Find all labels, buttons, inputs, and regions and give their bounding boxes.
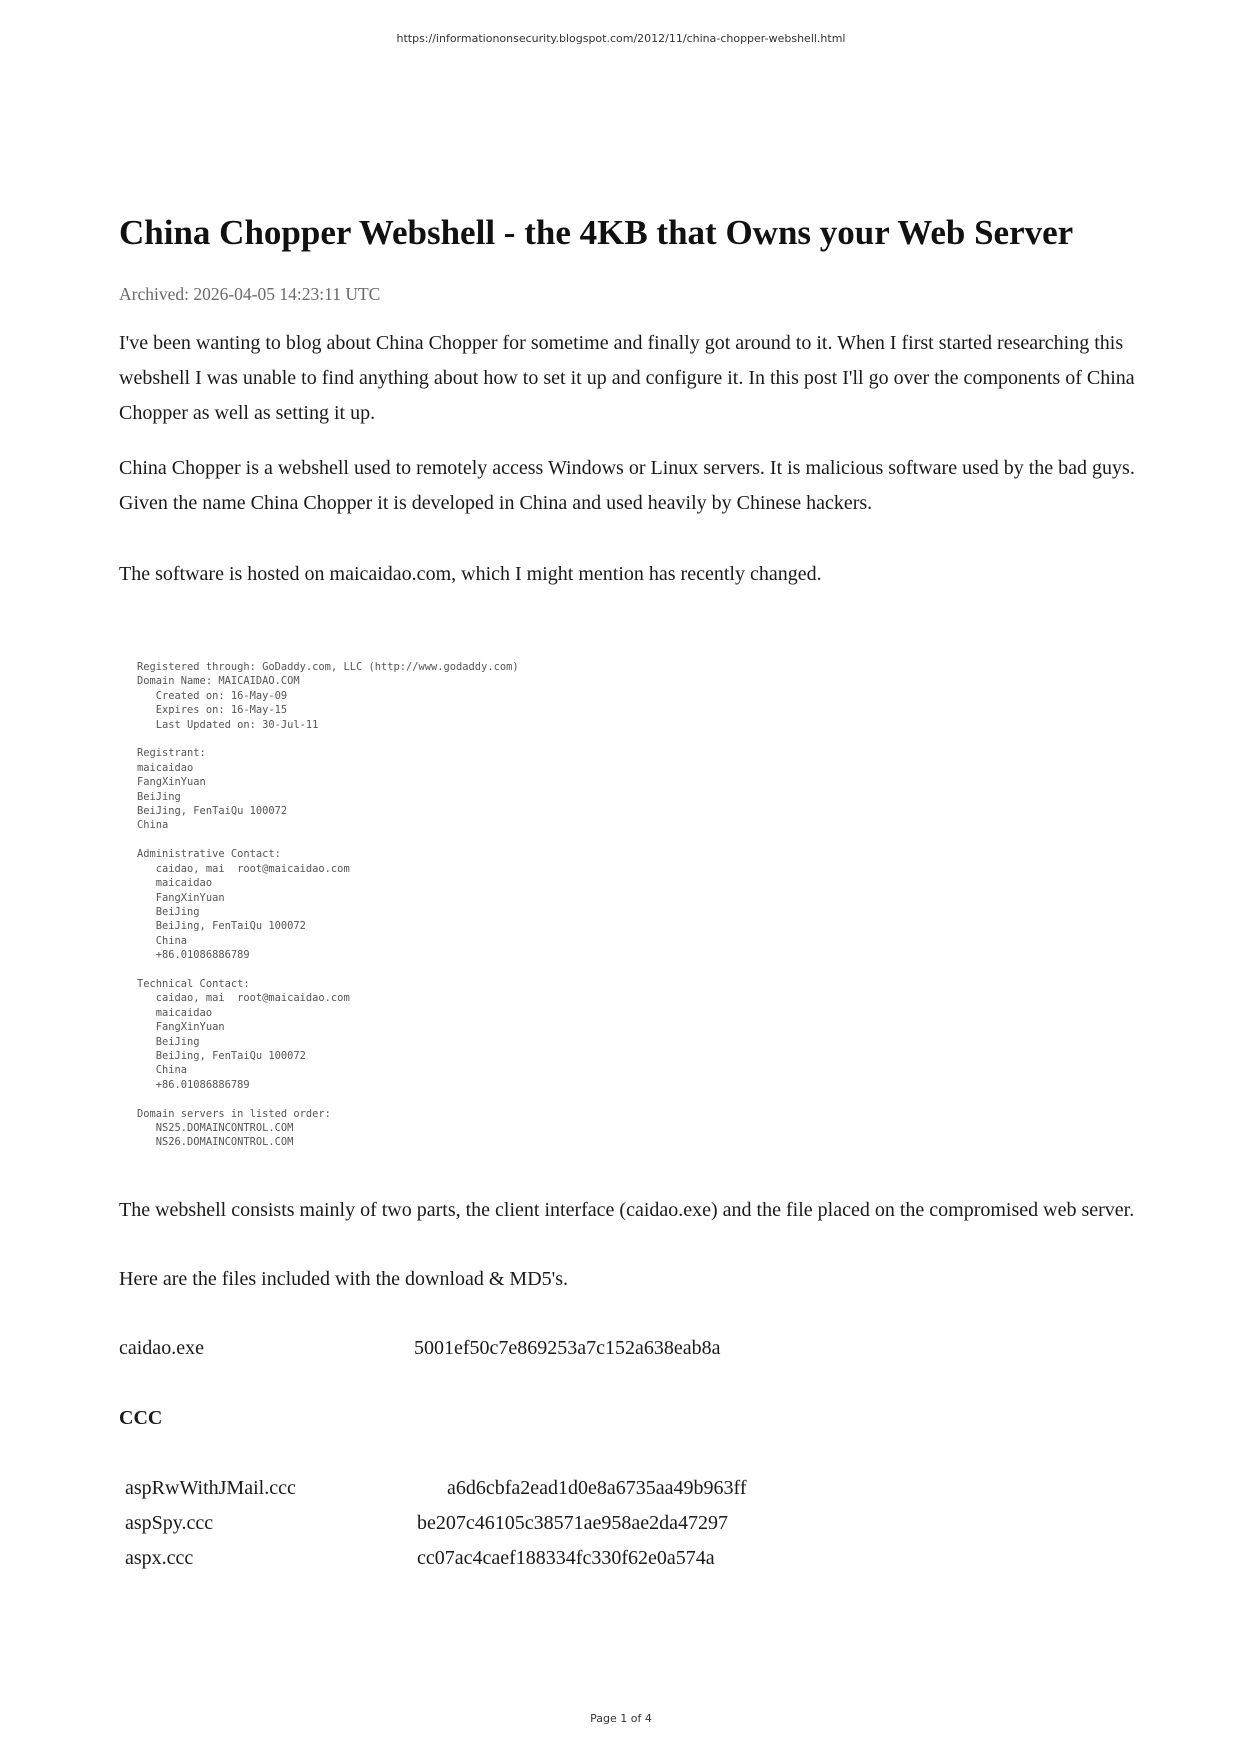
file-name: aspRwWithJMail.ccc [125,1477,296,1499]
file-row [119,1506,1139,1541]
article-title: China Chopper Webshell - the 4KB that Owns your Web Server [119,213,1074,252]
file-md5: a6d6cbfa2ead1d0e8a6735aa49b963ff [447,1477,747,1499]
file-row-caidao [119,1331,1139,1366]
files-intro-paragraph: Here are the files included with the download & MD5's. [119,1268,569,1290]
description-paragraph: China Chopper is a webshell used to remotely access Windows or Linux servers. It is malicious software used by the bad guys. Given the name China Chopper it is developed in China and used heavily by Chinese hackers. [119,457,1135,514]
files-section [119,1193,1139,1576]
file-md5: cc07ac4caef188334fc330f62e0a574a [417,1547,715,1569]
whois-record-image: Registered through: GoDaddy.com, LLC (http://www.godaddy.com) Domain Name: MAICAIDAO.COM Created on: 16-May-09 Expires on: 16-May-15 Last Updated on: 30-Jul-11 Registrant: maicaidao FangXinYuan BeiJing BeiJing, FenTaiQu 100072 China Administrative Contact: caidao, mai root@maicaidao.com maicaidao FangXinYuan BeiJing BeiJing, FenTaiQu 100072 China +86.01086886789 Technical Contact: caidao, mai root@maicaidao.com maicaidao FangXinYuan BeiJing BeiJing, FenTaiQu 100072 China +86.01086886789 Domain servers in listed order: NS25.DOMAINCONTROL.COM NS26.DOMAINCONTROL.COM [137,661,519,1149]
page-number: Page 1 of 4 [590,1712,652,1725]
file-row [119,1541,1139,1576]
intro-paragraph: I've been wanting to blog about China Chopper for sometime and finally got around to it. When I first started researching this webshell I was unable to find anything about how to set it up and configure it. In this post I'll go over the components of China Chopper as well as setting it up. [119,332,1135,424]
archived-timestamp: Archived: 2026-04-05 14:23:11 UTC [119,284,381,304]
webshell-parts-paragraph: The webshell consists mainly of two parts, the client interface (caidao.exe) and the file placed on the compromised web server. [119,1199,1135,1221]
file-md5: be207c46105c38571ae958ae2da47297 [417,1512,729,1534]
file-name: aspx.ccc [125,1547,194,1569]
file-name: caidao.exe [119,1337,204,1359]
file-name: aspSpy.ccc [125,1512,214,1534]
ccc-heading: CCC [119,1407,163,1429]
file-row [119,1471,1139,1506]
article-body [119,210,1139,592]
source-url: https://informationonsecurity.blogspot.com/2012/11/china-chopper-webshell.html [396,32,846,45]
file-md5: 5001ef50c7e869253a7c152a638eab8a [414,1337,721,1359]
hosting-paragraph: The software is hosted on maicaidao.com, which I might mention has recently changed. [119,563,822,585]
